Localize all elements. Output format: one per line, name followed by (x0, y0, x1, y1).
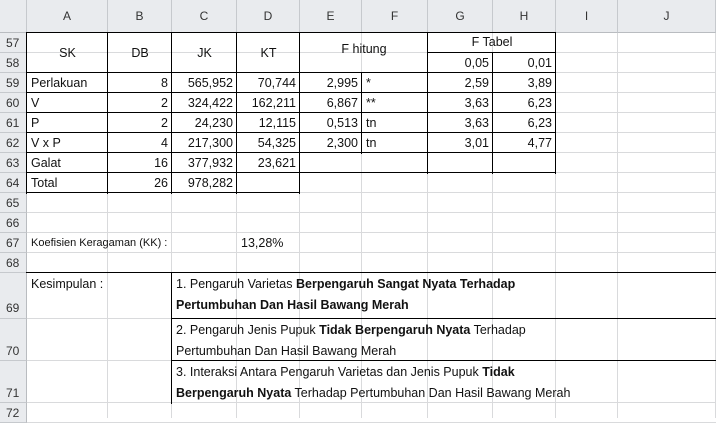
table-border (107, 33, 108, 194)
table-border (299, 33, 300, 194)
cell-sk: Galat (31, 156, 61, 170)
column-header-d[interactable]: D (237, 0, 300, 33)
cell-jk: 217,300 (187, 136, 233, 150)
row-header-58[interactable]: 58 (0, 53, 27, 73)
kesimpulan-item-1 (172, 273, 576, 319)
row-header-59[interactable]: 59 (0, 73, 27, 93)
cell-db: 2 (161, 96, 168, 110)
cell-f-hitung (300, 153, 362, 173)
cell-db: 2 (161, 116, 168, 130)
header-kt: KT (260, 46, 277, 60)
cell-db: 26 (154, 176, 168, 190)
cell-kt (237, 173, 300, 193)
cell-jk: 377,932 (187, 156, 233, 170)
cell-f-005: 3,63 (464, 116, 489, 130)
header-ftabel-001: 0,01 (527, 56, 552, 70)
cell-f-005: 3,63 (464, 96, 489, 110)
kk-value: 13,28% (241, 236, 284, 250)
table-border (171, 33, 172, 194)
row-header-68[interactable]: 68 (0, 253, 27, 273)
kesimpulan-bold-text: Tidak Berpengaruh Nyata (319, 323, 471, 337)
cell-f-005: 3,01 (464, 136, 489, 150)
select-all-corner[interactable] (0, 0, 27, 33)
kesimpulan-text: 1. Pengaruh Varietas (176, 277, 296, 291)
cell-significance: tn (366, 136, 377, 150)
header-f-tabel: F Tabel (471, 35, 513, 49)
cell-kt: 54,325 (257, 136, 296, 150)
cell-sk: Perlakuan (31, 76, 88, 90)
column-header-g[interactable]: G (428, 0, 493, 33)
cell-sk: V (31, 96, 40, 110)
table-border (171, 318, 716, 319)
row-header-71[interactable]: 71 (0, 361, 27, 403)
header-ftabel-005: 0,05 (464, 56, 489, 70)
cell-kt: 12,115 (258, 116, 296, 130)
header-jk: JK (197, 46, 212, 60)
column-header-i[interactable]: I (556, 0, 618, 33)
table-border (171, 273, 172, 404)
row-header-70[interactable]: 70 (0, 319, 27, 361)
kesimpulan-bold-text: Berpengaruh Sangat Nyata Terhadap Pertumbuhan Dan Hasil Bawang Merah (176, 277, 516, 312)
cell-f-hitung (300, 173, 362, 193)
cell-f-hitung: 0,513 (326, 116, 358, 130)
cell-f-hitung: 2,300 (326, 136, 358, 150)
table-border (236, 33, 237, 194)
table-border (26, 132, 556, 133)
row-header-66[interactable]: 66 (0, 213, 27, 233)
row-header-65[interactable]: 65 (0, 193, 27, 213)
cell-f-hitung: 6,867 (326, 96, 358, 110)
cell-f-001: 6,23 (527, 96, 552, 110)
cell-significance: * (366, 76, 371, 90)
column-header-b[interactable]: B (108, 0, 172, 33)
cell-significance: ** (366, 96, 376, 110)
column-header-h[interactable]: H (493, 0, 556, 33)
table-border (26, 192, 300, 193)
cell-significance: tn (366, 116, 377, 130)
row-header-67[interactable]: 67 (0, 233, 27, 253)
table-border (26, 112, 556, 113)
cell-sk: Total (31, 176, 58, 190)
cell-jk: 565,952 (187, 76, 233, 90)
cell-sk: V x P (31, 136, 61, 150)
column-header-a[interactable]: A (27, 0, 108, 33)
cell-f-001: 3,89 (527, 76, 552, 90)
column-header-e[interactable]: E (300, 0, 362, 33)
table-border (26, 33, 27, 194)
header-f-hitung: F hitung (341, 42, 387, 56)
header-db: DB (131, 46, 149, 60)
kesimpulan-text: Terhadap Pertumbuhan Dan Hasil Bawang Merah (176, 323, 526, 358)
kesimpulan-bold-text: Tidak Berpengaruh Nyata (176, 365, 515, 400)
cell-f-005: 2,59 (464, 76, 489, 90)
row-header-57[interactable]: 57 (0, 33, 27, 53)
kk-label: Koefisien Keragaman (KK) : (31, 237, 168, 249)
table-border (26, 92, 556, 93)
cell-jk: 978,282 (187, 176, 233, 190)
column-header-f[interactable]: F (362, 0, 428, 33)
row-header-62[interactable]: 62 (0, 133, 27, 153)
row-header-63[interactable]: 63 (0, 153, 27, 173)
row-header-64[interactable]: 64 (0, 173, 27, 193)
kesimpulan-text: 2. Pengaruh Jenis Pupuk (176, 323, 320, 337)
cell-jk: 24,230 (194, 116, 233, 130)
table-border (171, 360, 716, 361)
cell-significance (362, 153, 428, 173)
cell-f-001: 4,77 (527, 136, 552, 150)
table-border (26, 152, 556, 153)
cell-db: 16 (154, 156, 168, 170)
kesimpulan-item-3 (172, 361, 576, 403)
cell-f-001 (493, 173, 556, 193)
cell-f-005 (428, 173, 493, 193)
row-header-69[interactable]: 69 (0, 273, 27, 319)
cell-jk: 324,422 (187, 96, 233, 110)
row-header-61[interactable]: 61 (0, 113, 27, 133)
cell-kt: 70,744 (257, 76, 296, 90)
row-header-72[interactable]: 72 (0, 403, 27, 423)
cell-kt: 162,211 (251, 96, 296, 110)
table-border (361, 73, 362, 154)
table-border (26, 172, 556, 173)
cell-sk: P (31, 116, 40, 130)
kesimpulan-item-2 (172, 319, 576, 361)
cell-f-001 (493, 153, 556, 173)
table-border (427, 52, 556, 53)
cell-db: 4 (161, 136, 168, 150)
row-header-60[interactable]: 60 (0, 93, 27, 113)
column-header-j[interactable]: J (618, 0, 716, 33)
table-border (26, 32, 556, 33)
header-sk: SK (59, 46, 76, 60)
column-header-c[interactable]: C (172, 0, 237, 33)
kesimpulan-text: 3. Interaksi Antara Pengaruh Varietas dan Jenis Pupuk (176, 365, 483, 379)
cell-f-hitung: 2,995 (326, 76, 358, 90)
cell-db: 8 (161, 76, 168, 90)
table-border (26, 272, 716, 273)
cell-f-005 (428, 153, 493, 173)
cell-kt: 23,621 (257, 156, 296, 170)
kesimpulan-text: Terhadap Pertumbuhan Dan Hasil Bawang Merah (291, 386, 571, 400)
table-border (26, 72, 556, 73)
kesimpulan-label: Kesimpulan : (31, 277, 104, 291)
cell-f-001: 6,23 (527, 116, 552, 130)
cell-significance (362, 173, 428, 193)
gridline-horizontal (27, 212, 716, 213)
